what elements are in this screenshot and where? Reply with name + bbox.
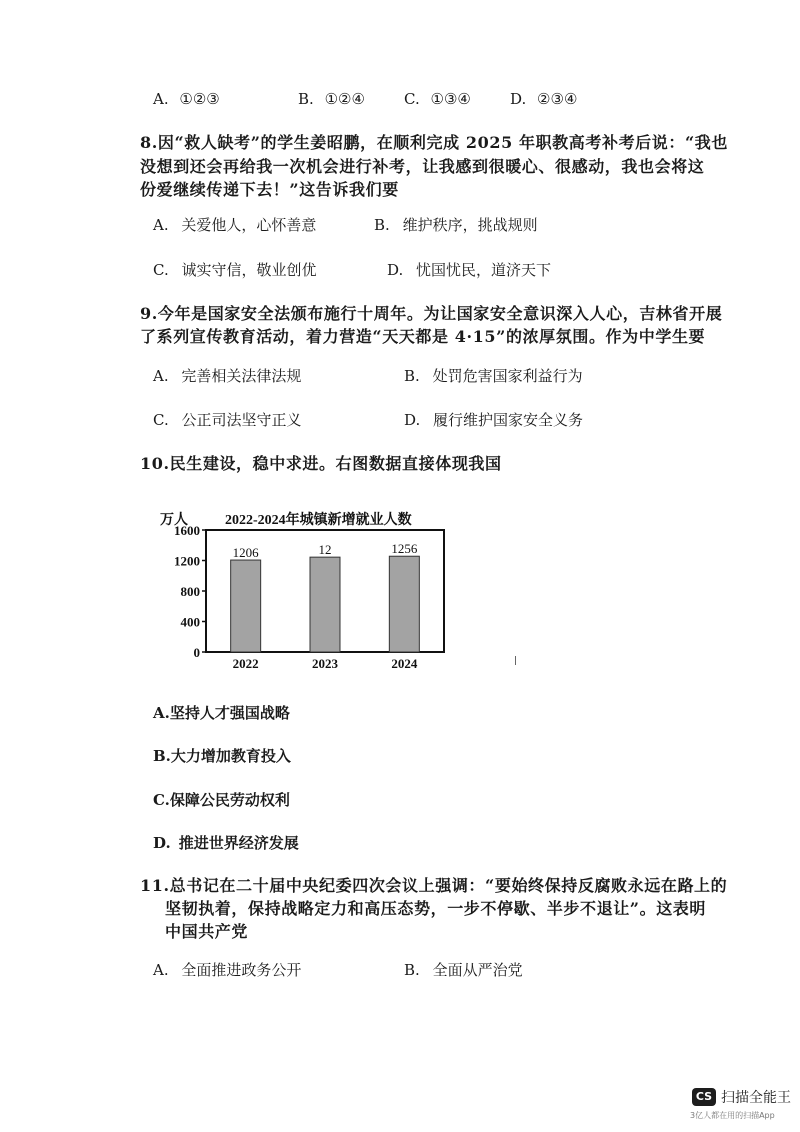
q8-stem-line-3: 份爱继续传递下去！”这告诉我们要 bbox=[140, 180, 399, 199]
q7-option-c bbox=[404, 89, 471, 109]
chart-unit-label: 万人 bbox=[160, 513, 188, 528]
q10-option-a bbox=[153, 703, 290, 723]
option-text: 履行维护国家安全义务 bbox=[433, 411, 584, 429]
x-category-label: 2024 bbox=[391, 656, 418, 671]
stray-mark bbox=[515, 656, 516, 665]
option-text: 保障公民劳动权利 bbox=[169, 791, 290, 809]
q10-stem: 10.民生建设，稳中求进。右图数据直接体现我国 bbox=[140, 454, 502, 473]
q9-stem-line-2: 了系列宣传教育活动，着力营造“天天都是 4·15”的浓厚氛围。作为中学生要 bbox=[140, 327, 706, 346]
option-letter: A. bbox=[153, 216, 169, 234]
x-category-label: 2023 bbox=[312, 656, 338, 671]
option-letter: D. bbox=[510, 90, 527, 108]
q11-option-a bbox=[153, 960, 301, 980]
bar-2024 bbox=[389, 556, 419, 652]
q9-option-c bbox=[153, 410, 302, 430]
q8-option-b bbox=[374, 215, 538, 235]
y-tick-label: 800 bbox=[180, 584, 200, 599]
option-letter: A. bbox=[153, 704, 170, 722]
bar-value-label: 12 bbox=[318, 542, 332, 558]
option-letter: A. bbox=[153, 90, 169, 108]
q11-option-b bbox=[404, 960, 523, 980]
x-category-label: 2022 bbox=[232, 656, 259, 671]
q11-stem-line-2: 坚韧执着，保持战略定力和高压态势，一步不停歇、半步不退让”。这表明 bbox=[165, 899, 707, 918]
option-letter: B. bbox=[298, 90, 314, 108]
option-letter: B. bbox=[153, 747, 171, 765]
q10-option-c bbox=[153, 790, 290, 810]
bar-value-label: 1206 bbox=[232, 545, 259, 561]
option-text: 忧国忧民，道济天下 bbox=[416, 261, 552, 279]
q8-option-d bbox=[387, 260, 551, 280]
option-text: 处罚危害国家利益行为 bbox=[432, 367, 583, 385]
y-tick-label: 0 bbox=[193, 645, 200, 660]
option-letter: B. bbox=[404, 367, 420, 385]
q10-option-b bbox=[153, 746, 291, 766]
option-letter: D. bbox=[404, 411, 421, 429]
q9-option-d bbox=[404, 410, 583, 430]
q9-option-b bbox=[404, 366, 583, 386]
option-text: 公正司法坚守正义 bbox=[181, 411, 302, 429]
option-letter: B. bbox=[404, 961, 420, 979]
camscanner-logo: CS bbox=[692, 1088, 716, 1106]
camscanner-tagline: 3亿人都在用的扫描App bbox=[690, 1111, 775, 1120]
option-text: 关爱他人，心怀善意 bbox=[181, 216, 317, 234]
q7-option-b bbox=[298, 89, 365, 109]
q9-option-a bbox=[153, 366, 301, 386]
option-letter: B. bbox=[374, 216, 390, 234]
q10-option-d bbox=[153, 833, 299, 853]
q11-stem-line-3: 中国共产党 bbox=[165, 922, 249, 941]
q8-option-a bbox=[153, 215, 316, 235]
option-text: 坚持人才强国战略 bbox=[169, 704, 290, 722]
option-letter: C. bbox=[153, 791, 170, 809]
option-text: ②③④ bbox=[537, 90, 578, 108]
option-text: 维护秩序，挑战规则 bbox=[402, 216, 538, 234]
option-letter: C. bbox=[153, 261, 169, 279]
option-text: 全面从严治党 bbox=[432, 961, 523, 979]
option-letter: C. bbox=[153, 411, 169, 429]
bar-2023 bbox=[310, 557, 340, 652]
q7-option-d bbox=[510, 89, 577, 109]
option-text: 大力增加教育投入 bbox=[170, 747, 291, 765]
option-text: 诚实守信，敬业创优 bbox=[181, 261, 317, 279]
camscanner-app-name: 扫描全能王 bbox=[721, 1090, 791, 1106]
option-text: ①②③ bbox=[179, 90, 220, 108]
bar-value-label: 1256 bbox=[391, 541, 418, 557]
employment-bar-chart bbox=[155, 508, 455, 673]
option-letter: D. bbox=[153, 834, 171, 852]
option-text: 推进世界经济发展 bbox=[178, 834, 299, 852]
option-letter: D. bbox=[387, 261, 404, 279]
q7-option-a bbox=[153, 89, 220, 109]
y-tick-label: 1600 bbox=[174, 523, 200, 538]
y-tick-label: 400 bbox=[180, 614, 200, 630]
q9-stem-line-1: 9.今年是国家安全法颁布施行十周年。为让国家安全意识深入人心，吉林省开展 bbox=[140, 304, 723, 323]
option-text: 全面推进政务公开 bbox=[181, 961, 302, 979]
q8-stem-line-2: 没想到还会再给我一次机会进行补考，让我感到很暖心、很感动，我也会将这 bbox=[140, 157, 705, 176]
q8-option-c bbox=[153, 260, 317, 280]
y-tick-label: 1200 bbox=[174, 553, 200, 569]
q8-stem-line-1: 8.因“救人缺考”的学生姜昭鹏，在顺利完成 2025 年职教高考补考后说：“我也 bbox=[140, 133, 728, 152]
chart-title: 2022-2024年城镇新增就业人数 bbox=[225, 513, 412, 528]
option-text: ①②④ bbox=[324, 90, 365, 108]
q11-stem-line-1: 11.总书记在二十届中央纪委四次会议上强调：“要始终保持反腐败永远在路上的 bbox=[140, 876, 728, 895]
option-letter: A. bbox=[153, 367, 169, 385]
option-letter: C. bbox=[404, 90, 420, 108]
option-text: ①③④ bbox=[430, 90, 471, 108]
option-text: 完善相关法律法规 bbox=[181, 367, 302, 385]
option-letter: A. bbox=[153, 961, 169, 979]
bar-2022 bbox=[231, 560, 261, 652]
